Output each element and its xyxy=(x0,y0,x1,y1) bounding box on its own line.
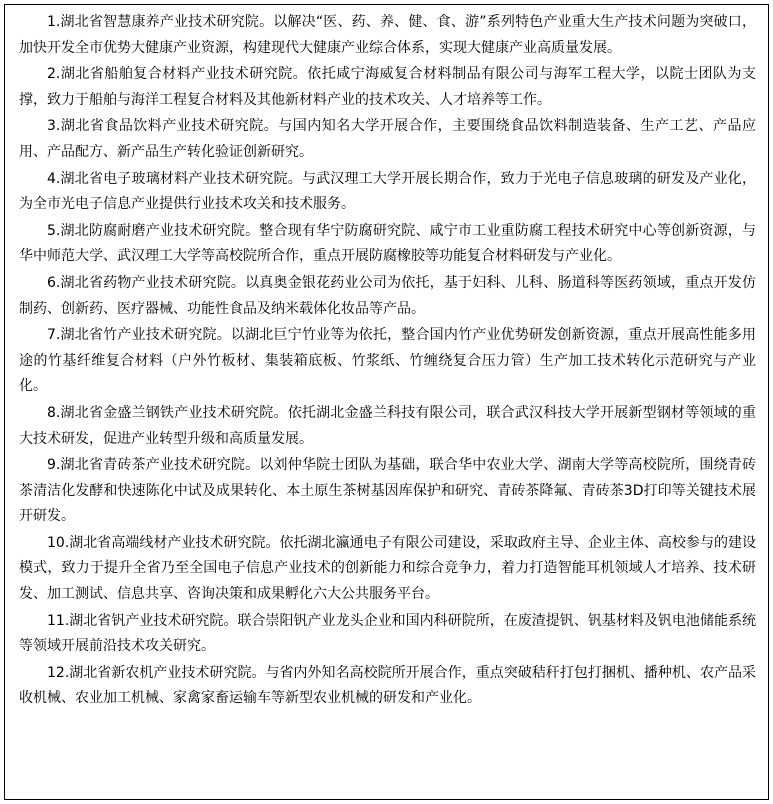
paragraph-11: 11.湖北省钒产业技术研究院。联合崇阳钒产业龙头企业和国内科研院所，在废渣提钒、钒基材料及钒电池储能系统等领域开展前沿技术攻关研究。 xyxy=(19,612,756,655)
paragraph-8: 8.湖北省金盛兰钢铁产业技术研究院。依托湖北金盛兰科技有限公司，联合武汉科技大学开展新型钢材等领域的重大技术研发，促进产业转型升级和高质量发展。 xyxy=(19,404,756,447)
paragraph-1: 1.湖北省智慧康养产业技术研究院。以解决“医、药、养、健、食、游”系列特色产业重大生产技术问题为突破口，加快开发全市优势大健康产业资源，构建现代大健康产业综合体系，实现大健康产业高质量发展。 xyxy=(19,14,756,56)
paragraph-7: 7.湖北省竹产业技术研究院。以湖北巨宁竹业等为依托，整合国内竹产业优势研发创新资源，重点开展高性能多用途的竹基纤维复合材料（户外竹板材、集装箱底板、竹浆纸、竹缠绕复合压力管）生产加工技术转化示范研究与产业化。 xyxy=(19,327,756,395)
paragraph-10: 10.湖北省高端线材产业技术研究院。依托湖北瀛通电子有限公司建设，采取政府主导、企业主体、高校参与的建设模式，致力于提升全省乃至全国电子信息产业技术的创新能力和综合竞争力，着力打造智能耳机领域人才培养、技术研发、加工测试、信息共享、咨询决策和成果孵化六大公共服务平台。 xyxy=(19,534,756,603)
paragraph-2: 2.湖北省船舶复合材料产业技术研究院。依托咸宁海威复合材料制品有限公司与海军工程大学，以院士团队为支撑，致力于船舶与海洋工程复合材料及其他新材料产业的技术攻关、人才培养等工作。 xyxy=(19,66,756,108)
paragraph-4: 4.湖北省电子玻璃材料产业技术研究院。与武汉理工大学开展长期合作，致力于光电子信息玻璃的研发及产业化，为全市光电子信息产业提供行业技术攻关和技术服务。 xyxy=(19,170,756,213)
paragraph-9: 9.湖北省青砖茶产业技术研究院。以刘仲华院士团队为基础，联合华中农业大学、湖南大学等高校院所，围绕青砖茶清洁化发酵和快速陈化中试及成果转化、本土原生茶树基因库保护和研究、青砖茶降氟、青砖茶3D打印等关键技术展开研发。 xyxy=(19,457,756,525)
paragraph-6: 6.湖北省药物产业技术研究院。以真奥金银花药业公司为依托，基于妇科、儿科、肠道科等医药领域，重点开发仿制药、创新药、医疗器械、功能性食品及纳米载体化妆品等产品。 xyxy=(19,274,756,317)
paragraph-5: 5.湖北防腐耐磨产业技术研究院。整合现有华宁防腐研究院、咸宁市工业重防腐工程技术研究中心等创新资源，与华中师范大学、武汉理工大学等高校院所合作，重点开展防腐橡胶等功能复合材料研发与产业化。 xyxy=(19,222,756,265)
document-frame xyxy=(4,4,769,800)
paragraph-3: 3.湖北省食品饮料产业技术研究院。与国内知名大学开展合作，主要围绕食品饮料制造装备、生产工艺、产品应用、产品配方、新产品生产转化验证创新研究。 xyxy=(19,118,756,160)
paragraph-12: 12.湖北省新农机产业技术研究院。与省内外知名高校院所开展合作，重点突破秸秆打包打捆机、播种机、农产品采收机械、农业加工机械、家禽家畜运输车等新型农业机械的研发和产业化。 xyxy=(19,664,756,707)
